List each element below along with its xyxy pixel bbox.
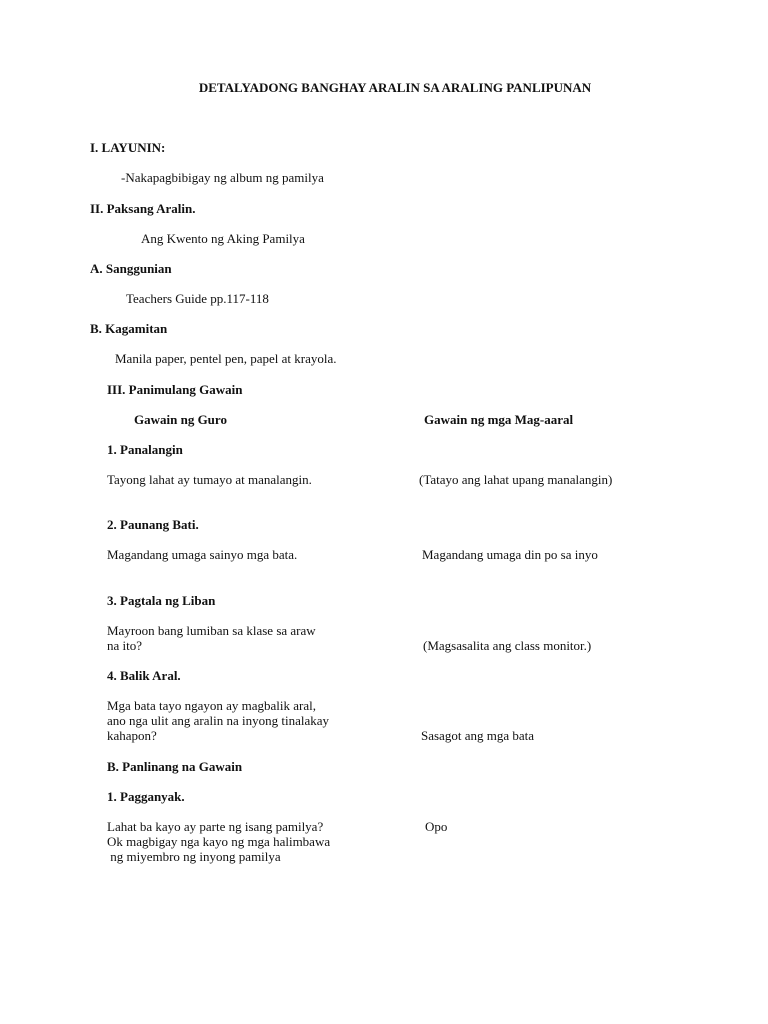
balik-aral-guro-line: Mga bata tayo ngayon ay magbalik aral,	[107, 698, 317, 713]
column-header-mag-aaral: Gawain ng mga Mag-aaral	[424, 412, 574, 427]
pagtala-guro-line: Mayroon bang lumiban sa klase sa araw	[107, 623, 316, 638]
kagamitan-heading: B. Kagamitan	[90, 321, 168, 336]
balik-aral-guro-line: ano nga ulit ang aralin na inyong tinalakay	[107, 713, 330, 728]
panimulang-gawain-heading: III. Panimulang Gawain	[107, 382, 243, 397]
panalangin-heading: 1. Panalangin	[107, 442, 183, 457]
layunin-heading: I. LAYUNIN:	[90, 140, 166, 155]
panalangin-guro: Tayong lahat ay tumayo at manalangin.	[107, 472, 312, 487]
pagtala-heading: 3. Pagtala ng Liban	[107, 593, 216, 608]
balik-aral-mag-aaral: Sasagot ang mga bata	[421, 728, 534, 743]
pagganyak-mag-aaral: Opo	[425, 819, 448, 834]
paksang-aralin-heading: II. Paksang Aralin.	[90, 201, 196, 216]
sanggunian-text: Teachers Guide pp.117-118	[126, 291, 269, 306]
balik-aral-heading: 4. Balik Aral.	[107, 668, 181, 683]
kagamitan-text: Manila paper, pentel pen, papel at krayola.	[115, 351, 337, 366]
panalangin-mag-aaral: (Tatayo ang lahat upang manalangin)	[419, 472, 613, 487]
column-header-guro: Gawain ng Guro	[134, 412, 227, 427]
paunang-bati-guro: Magandang umaga sainyo mga bata.	[107, 547, 298, 562]
pagganyak-guro-line: ng miyembro ng inyong pamilya	[107, 849, 281, 864]
paunang-bati-mag-aaral: Magandang umaga din po sa inyo	[422, 547, 598, 562]
paunang-bati-heading: 2. Paunang Bati.	[107, 517, 199, 532]
sanggunian-heading: A. Sanggunian	[90, 261, 172, 276]
pagganyak-heading: 1. Pagganyak.	[107, 789, 185, 804]
layunin-text: -Nakapagbibigay ng album ng pamilya	[121, 170, 324, 185]
balik-aral-guro-line: kahapon?	[107, 728, 157, 743]
paksang-aralin-text: Ang Kwento ng Aking Pamilya	[141, 231, 305, 246]
pagganyak-guro-line: Lahat ba kayo ay parte ng isang pamilya?	[107, 819, 324, 834]
pagtala-guro-line: na ito?	[107, 638, 143, 653]
document-title: DETALYADONG BANGHAY ARALIN SA ARALING PANLIPUNAN	[198, 80, 592, 95]
panlinang-heading: B. Panlinang na Gawain	[107, 759, 243, 774]
pagtala-mag-aaral: (Magsasalita ang class monitor.)	[423, 638, 592, 653]
pagganyak-guro-line: Ok magbigay nga kayo ng mga halimbawa	[107, 834, 331, 849]
